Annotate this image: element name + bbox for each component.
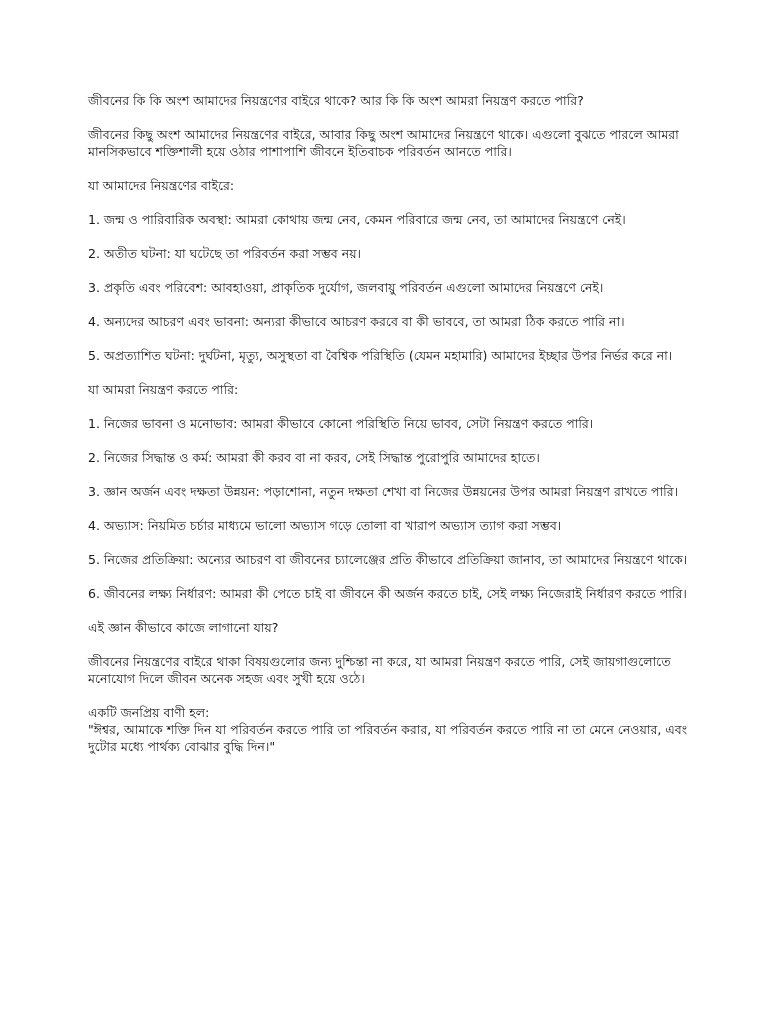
quote-intro: একটি জনপ্রিয় বাণী হল:: [88, 705, 210, 720]
control-item-3: 3. জ্ঞান অর্জন এবং দক্ষতা উন্নয়ন: পড়াশোনা, নতুন দক্ষতা শেখা বা নিজের উন্নয়নের উপর আমরা নিয়ন্ত্রণ রাখতে পারি।: [88, 484, 679, 499]
control-item-6: 6. জীবনের লক্ষ্য নির্ধারণ: আমরা কী পেতে চাই বা জীবনে কী অর্জন করতে চাই, সেই লক্ষ্য নিজেরাই নির্ধারণ করতে পারি।: [88, 586, 687, 601]
outside-item-4: 4. অন্যদের আচরণ এবং ভাবনা: অন্যরা কীভাবে আচরণ করবে বা কী ভাববে, তা আমরা ঠিক করতে পারি না।: [88, 314, 625, 329]
outside-item-1: 1. জন্ম ও পারিবারিক অবস্থা: আমরা কোথায় জন্ম নেব, কেমন পরিবারে জন্ম নেব, তা আমাদের নিয়ন্ত্রণে নেই।: [88, 212, 626, 227]
serenity-quote: "ঈশ্বর, আমাকে শক্তি দিন যা পরিবর্তন করতে পারি তা পরিবর্তন করার, যা পরিবর্তন করতে পারি না তা মেনে নেওয়ার, এবং দুটোর মধ্যে পার্থক্য বোঝার বুদ্ধি দিন।": [88, 722, 688, 754]
outside-item-2: 2. অতীত ঘটনা: যা ঘটেছে তা পরিবর্তন করা সম্ভব নয়।: [88, 246, 362, 261]
control-item-2: 2. নিজের সিদ্ধান্ত ও কর্ম: আমরা কী করব বা না করব, সেই সিদ্ধান্ত পুরোপুরি আমাদের হাতে।: [88, 450, 540, 465]
outside-item-5: 5. অপ্রত্যাশিত ঘটনা: দুর্ঘটনা, মৃত্যু, অসুস্থতা বা বৈশ্বিক পরিস্থিতি (যেমন মহামারি) আমাদের ইচ্ছার উপর নির্ভর করে না।: [88, 348, 673, 363]
within-control-heading: যা আমরা নিয়ন্ত্রণ করতে পারি:: [88, 382, 239, 397]
outside-control-heading: যা আমাদের নিয়ন্ত্রণের বাইরে:: [88, 178, 235, 193]
control-item-4: 4. অভ্যাস: নিয়মিত চর্চার মাধ্যমে ভালো অভ্যাস গড়ে তোলা বা খারাপ অভ্যাস ত্যাগ করা সম্ভব।: [88, 518, 562, 533]
intro-paragraph: জীবনের কিছু অংশ আমাদের নিয়ন্ত্রণের বাইরে, আবার কিছু অংশ আমাদের নিয়ন্ত্রণে থাকে। এগুলো বুঝতে পারলে আমরা মানসিকভাবে শক্তিশালী হয়ে ওঠার পাশাপাশি জীবনে ইতিবাচক পরিবর্তন আনতে পারি।: [88, 127, 679, 159]
question-heading: জীবনের কি কি অংশ আমাদের নিয়ন্ত্রণের বাইরে থাকে? আর কি কি অংশ আমরা নিয়ন্ত্রণ করতে পারি?: [88, 93, 584, 108]
application-question: এই জ্ঞান কীভাবে কাজে লাগানো যায়?: [88, 620, 279, 635]
control-item-1: 1. নিজের ভাবনা ও মনোভাব: আমরা কীভাবে কোনো পরিস্থিতি নিয়ে ভাবব, সেটা নিয়ন্ত্রণ করতে পারি।: [88, 416, 594, 431]
advice-paragraph: জীবনের নিয়ন্ত্রণের বাইরে থাকা বিষয়গুলোর জন্য দুশ্চিন্তা না করে, যা আমরা নিয়ন্ত্রণ করতে পারি, সেই জায়গাগুলোতে মনোযোগ দিলে জীবন অনেক সহজ এবং সুখী হয়ে ওঠে।: [88, 654, 671, 686]
control-item-5: 5. নিজের প্রতিক্রিয়া: অন্যের আচরণ বা জীবনের চ্যালেঞ্জের প্রতি কীভাবে প্রতিক্রিয়া জানাব, তা আমাদের নিয়ন্ত্রণে থাকে।: [88, 552, 688, 567]
outside-item-3: 3. প্রকৃতি এবং পরিবেশ: আবহাওয়া, প্রাকৃতিক দুর্যোগ, জলবায়ু পরিবর্তন এগুলো আমাদের নিয়ন্ত্রণে নেই।: [88, 280, 604, 295]
